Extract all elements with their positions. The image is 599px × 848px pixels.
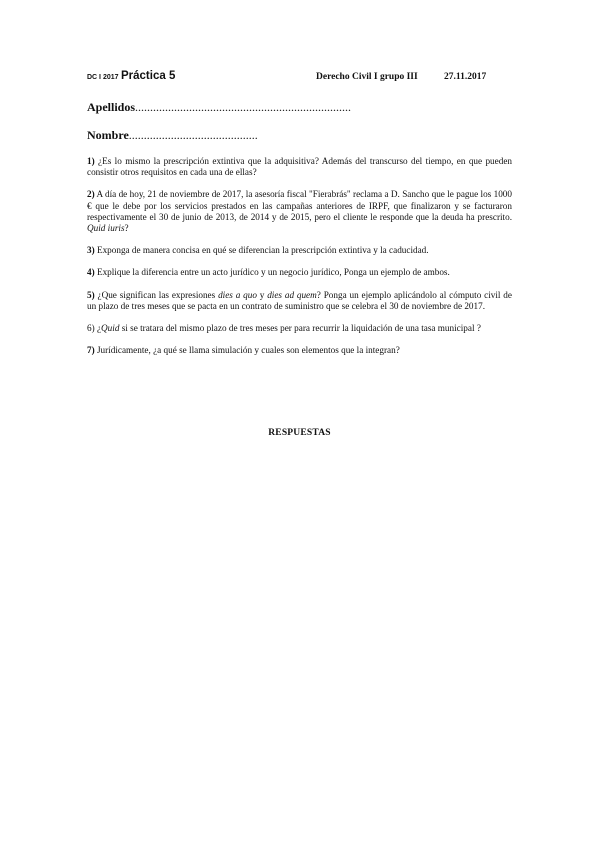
question-text-italic: Quid <box>101 323 120 334</box>
question-1 <box>87 156 512 178</box>
surname-blank: ........................................................................ <box>135 100 352 114</box>
question-text: si se tratara del mismo plazo de tres meses per para recurrir la liquidación de una tasa municipal ? <box>119 323 481 334</box>
question-2 <box>87 189 512 234</box>
document-header <box>87 72 512 86</box>
question-text: ¿Es lo mismo la prescripción extintiva que la adquisitiva? Además del transcurso del tiempo, en que pueden consistir otros requisitos en cada una de ellas? <box>87 156 512 178</box>
question-text: ¿Que significan las expresiones <box>97 289 219 300</box>
question-5 <box>87 290 512 312</box>
course-name: Derecho Civil I grupo III <box>316 72 418 82</box>
question-text-italic: Quid iuris <box>87 223 125 234</box>
question-list <box>87 156 512 367</box>
question-text-italic: dies ad quem <box>267 289 317 300</box>
question-number: 7) <box>87 345 95 356</box>
question-6 <box>87 323 512 334</box>
question-7 <box>87 345 512 356</box>
name-label: Nombre <box>87 128 129 142</box>
surname-label: Apellidos <box>87 100 136 114</box>
question-text: A día de hoy, 21 de noviembre de 2017, la asesoría fiscal "Fierabrás" reclama a D. Sancho que le pague los 1000 € que le debe por los servicios prestados en las campañas anteriores de IRPF, que finalizaron y se facturaron respectivamente el 30 de junio de 2013, de 2014 y de 2015, pero el cliente le responde que la deuda ha prescrito. <box>87 189 512 222</box>
question-text: Exponga de manera concisa en qué se diferencian la prescripción extintiva y la caducidad. <box>96 245 429 256</box>
answers-heading: RESPUESTAS <box>268 428 331 438</box>
question-text: ? Ponga un ejemplo aplicándolo al cómputo civil de un plazo de tres meses que se pacta en un contrato de suministro que se celebra el 30 de noviembre de 2017. <box>87 289 512 311</box>
question-text: Jurídicamente, ¿a qué se llama simulación y cuales son elementos que la integran? <box>96 345 400 356</box>
question-number: 6) <box>87 323 95 334</box>
document-date: 27.11.2017 <box>444 72 487 82</box>
question-number: 5) <box>87 289 95 300</box>
question-number: 2) <box>87 189 95 200</box>
question-3 <box>87 245 512 256</box>
question-text: y <box>256 289 268 300</box>
question-number: 3) <box>87 245 95 256</box>
question-number: 1) <box>87 156 95 166</box>
course-code: DC I 2017 <box>87 74 119 81</box>
name-blank: ........................................... <box>128 128 258 142</box>
surname-field <box>87 100 351 115</box>
question-text: ? <box>124 223 129 234</box>
question-text: Explique la diferencia entre un acto jurídico y un negocio jurídico, Ponga un ejemplo de ambos. <box>96 267 450 278</box>
question-text: ¿ <box>96 323 102 334</box>
question-text-italic: dies a quo <box>218 289 257 300</box>
name-field <box>87 128 258 143</box>
practice-title: Práctica 5 <box>121 70 176 82</box>
question-4 <box>87 267 512 278</box>
question-number: 4) <box>87 267 95 278</box>
